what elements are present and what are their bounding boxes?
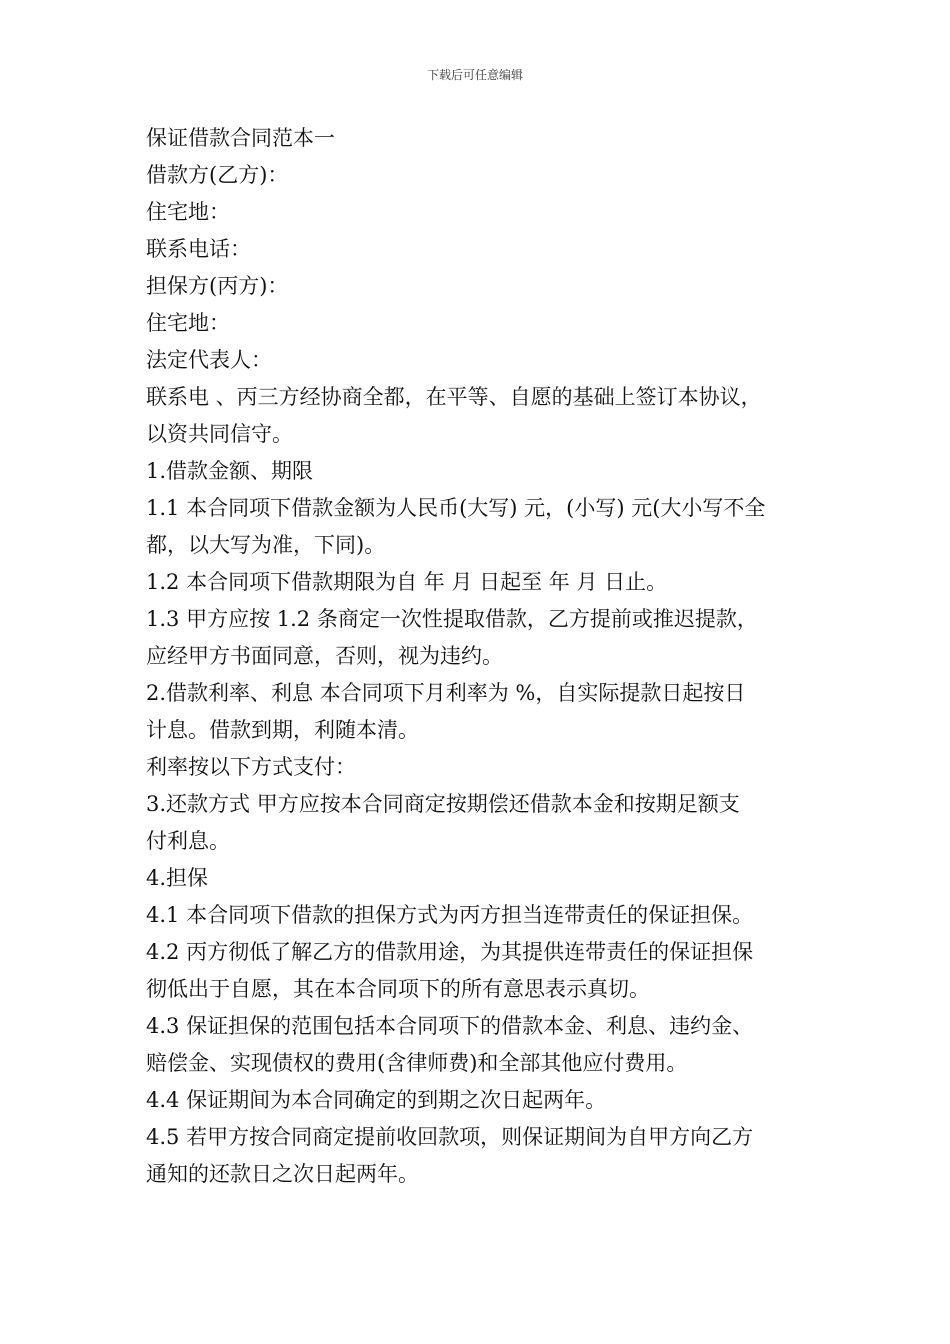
doc-line: 1.3 甲方应按 1.2 条商定一次性提取借款，乙方提前或推迟提款，: [146, 607, 758, 631]
header-note: 下载后可任意编辑: [426, 68, 523, 82]
doc-line: 通知的还款日之次日起两年。: [146, 1162, 419, 1186]
document-title: 保证借款合同范本一: [146, 126, 335, 150]
doc-line: 3.还款方式 甲方应按本合同商定按期偿还借款本金和按期足额支: [146, 792, 740, 816]
doc-line: 4.4 保证期间为本合同确定的到期之次日起两年。: [146, 1088, 607, 1112]
doc-line: 4.1 本合同项下借款的担保方式为丙方担当连带责任的保证担保。: [146, 903, 754, 927]
doc-line: 2.借款利率、利息 本合同项下月利率为 %，自实际提款日起按日: [146, 681, 746, 705]
doc-line: 1.借款金额、期限: [146, 459, 314, 483]
doc-line: 4.2 丙方彻低了解乙方的借款用途，为其提供连带责任的保证担保: [146, 940, 754, 964]
doc-line: 联系电 、丙三方经协商全都，在平等、自愿的基础上签订本协议，: [146, 385, 762, 409]
doc-line: 4.3 保证担保的范围包括本合同项下的借款本金、利息、违约金、: [146, 1014, 754, 1038]
doc-line: 担保方(丙方)：: [146, 274, 289, 298]
doc-line: 借款方(乙方)：: [146, 163, 289, 187]
doc-line: 赔偿金、实现债权的费用(含律师费)和全部其他应付费用。: [146, 1051, 688, 1075]
doc-line: 都，以大写为准，下同)。: [146, 533, 386, 557]
doc-line: 1.1 本合同项下借款金额为人民币(大写) 元，(小写) 元(大小写不全: [146, 496, 766, 520]
doc-line: 付利息。: [146, 829, 230, 853]
doc-line: 以资共同信守。: [146, 422, 293, 446]
doc-line: 法定代表人：: [146, 348, 272, 372]
doc-line: 计息。借款到期，利随本清。: [146, 718, 419, 742]
doc-line: 联系电话：: [146, 237, 251, 261]
doc-line: 利率按以下方式支付：: [146, 755, 356, 779]
doc-line: 1.2 本合同项下借款期限为自 年 月 日起至 年 月 日止。: [146, 570, 668, 594]
doc-line: 4.担保: [146, 866, 209, 890]
doc-line: 彻低出于自愿，其在本合同项下的所有意思表示真切。: [146, 977, 650, 1001]
doc-line: 住宅地：: [146, 200, 230, 224]
doc-line: 应经甲方书面同意，否则，视为违约。: [146, 644, 503, 668]
doc-line: 住宅地：: [146, 311, 230, 335]
doc-line: 4.5 若甲方按合同商定提前收回款项，则保证期间为自甲方向乙方: [146, 1125, 754, 1149]
